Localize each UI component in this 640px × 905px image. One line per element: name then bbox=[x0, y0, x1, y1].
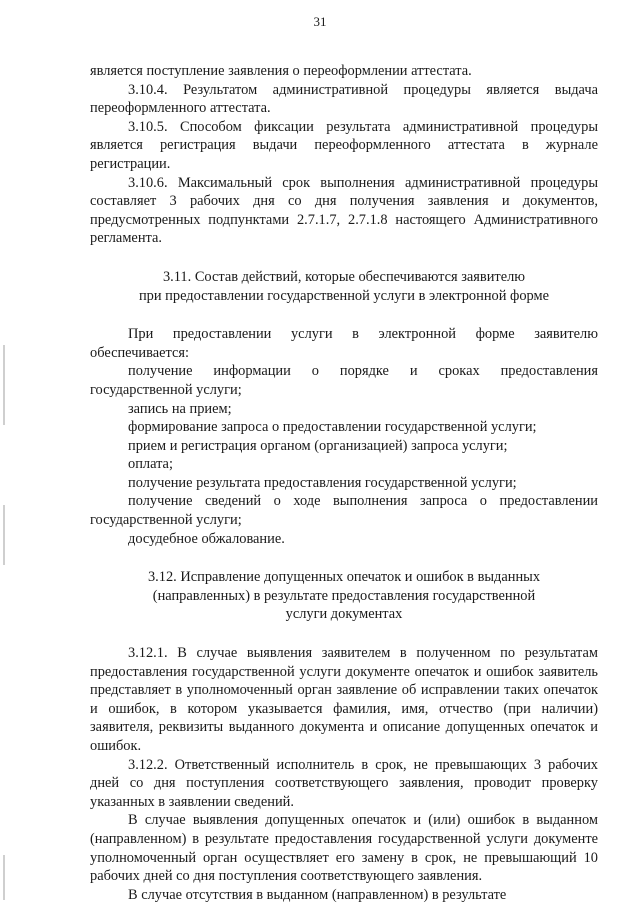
scan-edge-mark bbox=[3, 505, 5, 565]
page-number: 31 bbox=[313, 14, 327, 29]
list-item: прием и регистрация органом (организацией) запроса услуги; bbox=[128, 437, 508, 454]
list-item: получение информации о порядке и сроках предоставления государственной услуги; bbox=[90, 363, 598, 398]
section-heading-3-11-line1: 3.11. Состав действий, которые обеспечиваются заявителю bbox=[162, 268, 526, 285]
paragraph-continuation: является поступление заявления о переоформлении аттестата. bbox=[90, 63, 472, 79]
section-heading-3-12-line3: услуги документах bbox=[285, 606, 403, 623]
paragraph-3-12-2: 3.12.2. Ответственный исполнитель в срок, не превышающих 3 рабочих дней со дня поступления соответствующего заявления, проводит проверку указанных в заявлении сведений. bbox=[90, 756, 598, 810]
list-item: оплата; bbox=[128, 456, 173, 473]
list-item: получение сведений о ходе выполнения запроса о предоставлении государственной услуги; bbox=[90, 493, 598, 529]
paragraph-3-10-4: 3.10.4. Результатом административной процедуры является выдача переоформленного аттестата. bbox=[90, 81, 598, 117]
scan-edge-mark bbox=[3, 345, 5, 425]
list-item: формирование запроса о предоставлении государственной услуги; bbox=[128, 419, 537, 436]
scan-edge-mark bbox=[3, 855, 5, 900]
document-body bbox=[90, 62, 598, 904]
section-heading-3-12-line1: 3.12. Исправление допущенных опечаток и ошибок в выданных bbox=[147, 569, 541, 586]
spacer bbox=[90, 248, 598, 268]
section-heading-3-12-line2: (направленных) в результате предоставления государственной bbox=[152, 587, 536, 604]
spacer bbox=[90, 548, 598, 568]
list-item: запись на прием; bbox=[128, 400, 232, 417]
list-item: получение результата предоставления государственной услуги; bbox=[128, 474, 517, 491]
paragraph-3-10-6: 3.10.6. Максимальный срок выполнения административной процедуры составляет 3 рабочих дня со дня получения заявления и документов, предусмотренных подпунктами 2.7.1.7, 2.7.1.8 настоящего Административного регламента. bbox=[90, 174, 598, 247]
paragraph-case-errors-found: В случае выявления допущенных опечаток и (или) ошибок в выданном (направленном) в результате предоставления государственной услуги документе уполномоченный орган осуществляет его замену в срок, не превышающий 10 рабочих дней со дня поступления соответствующего заявления. bbox=[90, 812, 598, 885]
paragraph-intro: При предоставлении услуги в электронной форме заявителю обеспечивается: bbox=[90, 326, 598, 361]
list-item: досудебное обжалование. bbox=[128, 530, 285, 547]
section-heading-3-11-line2: при предоставлении государственной услуги в электронной форме bbox=[138, 287, 550, 304]
paragraph-case-no-errors: В случае отсутствия в выданном (направленном) в результате bbox=[128, 886, 507, 903]
paragraph-3-10-5: 3.10.5. Способом фиксации результата административной процедуры является регистрация выдачи переоформленного аттестата в журнале регистрации. bbox=[90, 118, 598, 172]
paragraph-3-12-1: 3.12.1. В случае выявления заявителем в полученном по результатам предоставления государственной услуги документе опечаток и ошибок заявитель представляет в уполномоченный орган заявление об исправлении таких опечаток и ошибок, в котором указывается фамилия, имя, отчество (при наличии) заявителя, реквизиты выданного документа и описание допущенных опечаток и ошибок. bbox=[90, 645, 598, 754]
spacer bbox=[90, 624, 598, 644]
spacer bbox=[90, 305, 598, 325]
